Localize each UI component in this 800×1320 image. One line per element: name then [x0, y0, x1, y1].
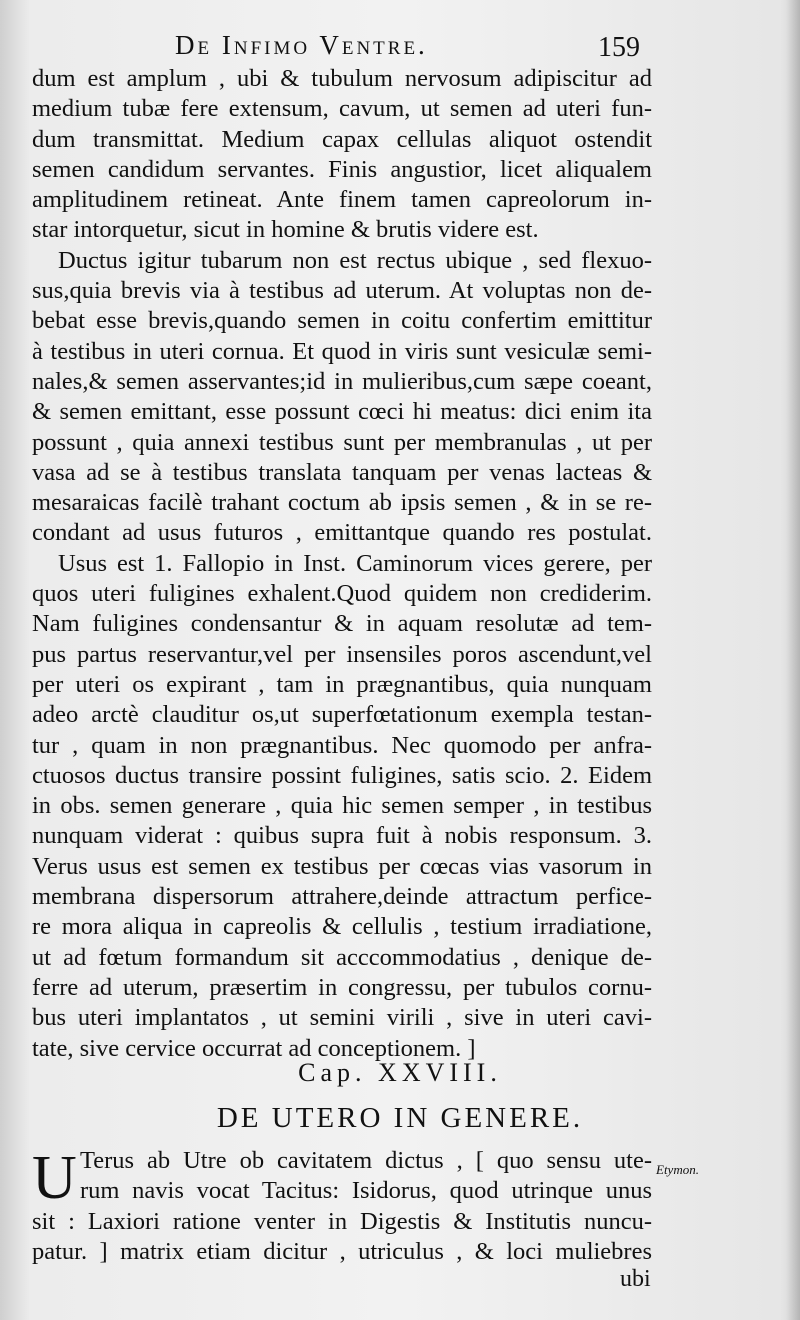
- text-line: star intorquetur, sicut in homine & brutis videre est.: [32, 216, 539, 244]
- text-line: dum est amplum , ubi & tubulum nervosum adipiscitur ad: [32, 65, 652, 92]
- chapter-heading: Cap. XXVIII.: [298, 1058, 502, 1087]
- running-title: De Infimo Ventre.: [175, 30, 428, 60]
- text-line: à testibus in uteri cornua. Et quod in viris sunt vesiculæ semi-: [32, 337, 652, 365]
- catchword: ubi: [620, 1266, 651, 1292]
- text-line: in obs. semen generare , quia hic semen semper , in testibus: [32, 792, 652, 820]
- text-line: & semen emittant, esse possunt cœci hi meatus: dici enim ita: [32, 398, 652, 426]
- text-line: bus uteri implantatos , ut semini virili , sive in uteri cavi-: [32, 1004, 652, 1032]
- text-line: semen candidum servantes. Finis angustior, licet aliqualem: [32, 155, 652, 183]
- text-line: medium tubæ fere extensum, cavum, ut semen ad uteri fun-: [32, 95, 652, 123]
- text-line: Ductus igitur tubarum non est rectus ubique , sed flexuo-: [58, 246, 652, 274]
- text-line: bebat esse brevis,quando semen in coitu confertim emittitur: [32, 307, 652, 335]
- text-line: nales,& semen asservantes;id in mulieribus,cum sæpe coeant,: [32, 367, 652, 395]
- chapter-title: DE UTERO IN GENERE.: [216, 1102, 584, 1134]
- drop-cap: U: [32, 1144, 77, 1212]
- main-text: [32, 64, 652, 1064]
- text-line: mesaraicas facilè trahant coctum ab ipsis semen , & in se re-: [32, 489, 652, 517]
- text-line: rum navis vocat Tacitus: Isidorus, quod utrinque unus: [80, 1177, 652, 1205]
- text-line: quos uteri fuligines exhalent.Quod quidem non crediderim.: [32, 580, 652, 608]
- text-line: ctuosos ductus transire possint fuligines, satis scio. 2. Eidem: [32, 761, 652, 789]
- text-line: tur , quam in non prægnantibus. Nec quomodo per anfra-: [32, 731, 652, 759]
- text-line: amplitudinem retineat. Ante finem tamen capreolorum in-: [32, 186, 652, 214]
- page-number: 159: [598, 32, 640, 63]
- text-line: possunt , quia annexi testibus sunt per membranulas , ut per: [32, 428, 652, 456]
- text-line: Nam fuligines condensantur & in aquam resolutæ ad tem-: [32, 610, 652, 638]
- text-line: nunquam viderat : quibus supra fuit à nobis responsum. 3.: [32, 822, 652, 850]
- text-line: vasa ad se à testibus translata tanquam per venas lacteas &: [32, 458, 652, 486]
- text-line: ferre ad uterum, præsertim in congressu, per tubulos cornu-: [32, 973, 652, 1001]
- text-line: dum transmittat. Medium capax cellulas aliquot ostendit: [32, 125, 652, 153]
- margin-note: Etymon.: [656, 1162, 699, 1177]
- text-line: sit : Laxiori ratione venter in Digestis & Institutis nuncu-: [32, 1207, 652, 1235]
- text-line: patur. ] matrix etiam dicitur , utriculus , & loci muliebres: [32, 1237, 652, 1265]
- text-line: condant ad usus futuros , emittantque quando res postulat.: [32, 519, 652, 547]
- text-line: per uteri os expirant , tam in prægnantibus, quia nunquam: [32, 670, 652, 698]
- text-line: Terus ab Utre ob cavitatem dictus , [ quo sensu ute-: [80, 1147, 652, 1174]
- text-line: Verus usus est semen ex testibus per cœcas vias vasorum in: [32, 852, 652, 880]
- scan-edge-shadow: [786, 0, 800, 1320]
- text-line: pus partus reservantur,vel per insensiles poros ascendunt,vel: [32, 640, 652, 668]
- text-line: Usus est 1. Fallopio in Inst. Caminorum vices gerere, per: [58, 549, 652, 577]
- text-line: adeo arctè clauditur os,ut superfœtationum exempla testan-: [32, 701, 652, 729]
- text-line: sus,quia brevis via à testibus ad uterum. At voluptas non de-: [32, 277, 652, 305]
- text-line: membrana dispersorum attrahere,deinde attractum perfice-: [32, 883, 652, 911]
- text-line: ut ad fœtum formandum sit acccommodatius , denique de-: [32, 943, 652, 971]
- text-line: re mora aliqua in capreolis & cellulis , testium irradiatione,: [32, 913, 652, 941]
- chapter-body: [32, 1146, 652, 1267]
- text-line: tate, sive cervice occurrat ad conceptionem. ]: [32, 1034, 476, 1062]
